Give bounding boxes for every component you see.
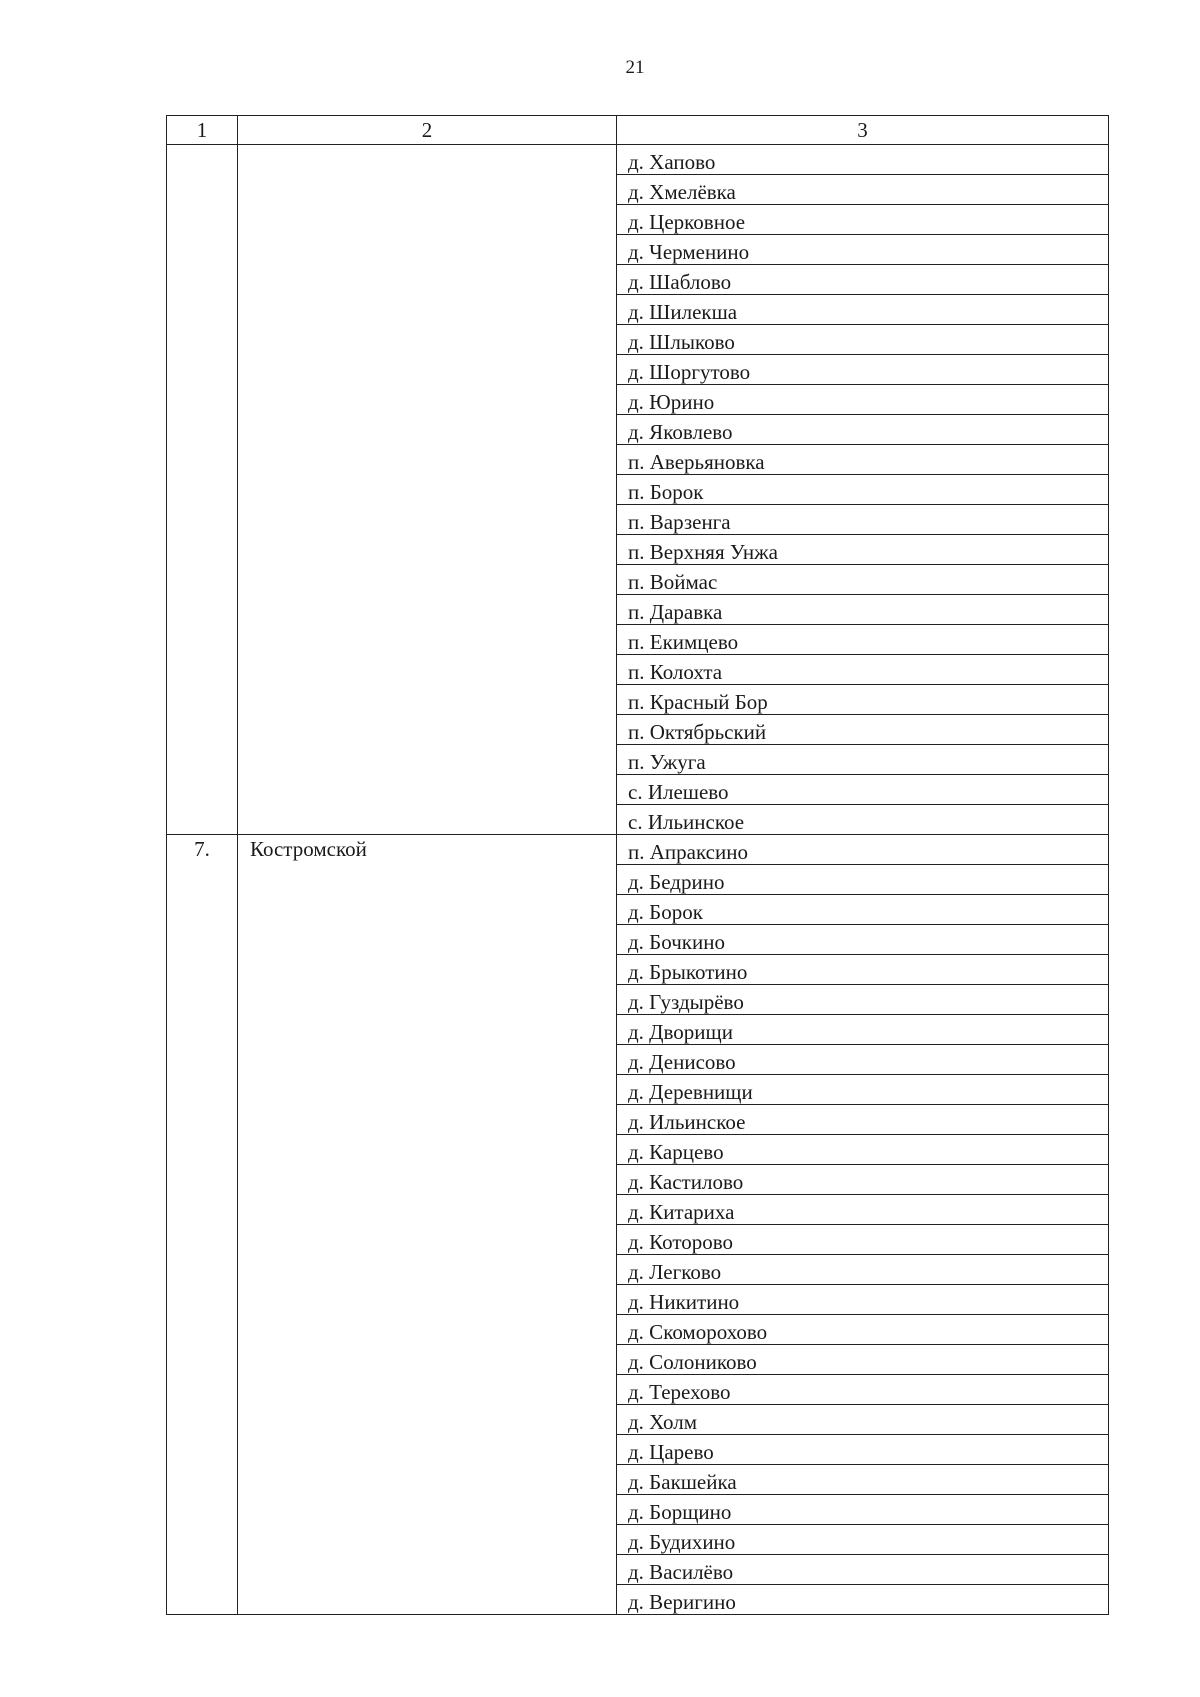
settlement-cell: п. Аверьяновка <box>617 445 1109 475</box>
settlement-cell: д. Бедрино <box>617 865 1109 895</box>
row-number-cell <box>167 145 238 835</box>
settlement-cell: д. Деревнищи <box>617 1075 1109 1105</box>
district-name-cell: Костромской <box>238 835 617 1615</box>
settlement-cell: д. Дворищи <box>617 1015 1109 1045</box>
settlement-cell: д. Шилекша <box>617 295 1109 325</box>
settlement-cell: п. Октябрьский <box>617 715 1109 745</box>
settlement-cell: д. Китариха <box>617 1195 1109 1225</box>
settlement-cell: д. Борок <box>617 895 1109 925</box>
settlement-cell: д. Церковное <box>617 205 1109 235</box>
settlement-cell: п. Апраксино <box>617 835 1109 865</box>
settlement-cell: п. Верхняя Унжа <box>617 535 1109 565</box>
settlement-cell: д. Кастилово <box>617 1165 1109 1195</box>
table-row <box>167 835 1109 865</box>
header-col-1: 1 <box>167 116 238 145</box>
settlement-cell: д. Царево <box>617 1435 1109 1465</box>
settlement-cell: д. Ильинское <box>617 1105 1109 1135</box>
page-number: 21 <box>625 57 645 78</box>
settlement-cell: д. Яковлево <box>617 415 1109 445</box>
header-row <box>167 116 1109 145</box>
settlement-cell: д. Шаблово <box>617 265 1109 295</box>
table-row <box>167 145 1109 175</box>
settlement-cell: д. Хапово <box>617 145 1109 175</box>
header-col-3: 3 <box>617 116 1109 145</box>
settlement-cell: п. Колохта <box>617 655 1109 685</box>
settlement-cell: п. Ужуга <box>617 745 1109 775</box>
settlement-cell: д. Никитино <box>617 1285 1109 1315</box>
settlement-cell: д. Бочкино <box>617 925 1109 955</box>
settlement-cell: п. Варзенга <box>617 505 1109 535</box>
settlement-cell: д. Шоргутово <box>617 355 1109 385</box>
row-number-cell: 7. <box>167 835 238 1615</box>
settlement-cell: д. Терехово <box>617 1375 1109 1405</box>
settlement-cell: д. Черменино <box>617 235 1109 265</box>
settlement-cell: д. Которово <box>617 1225 1109 1255</box>
settlement-cell: д. Солониково <box>617 1345 1109 1375</box>
table-body <box>167 145 1109 1615</box>
settlement-cell: д. Юрино <box>617 385 1109 415</box>
settlement-cell: д. Гуздырёво <box>617 985 1109 1015</box>
settlement-cell: д. Хмелёвка <box>617 175 1109 205</box>
settlement-cell: с. Ильинское <box>617 805 1109 835</box>
settlement-cell: п. Екимцево <box>617 625 1109 655</box>
settlements-table <box>166 115 1109 1615</box>
district-name-cell <box>238 145 617 835</box>
settlement-cell: д. Брыкотино <box>617 955 1109 985</box>
settlement-cell: п. Борок <box>617 475 1109 505</box>
settlement-cell: п. Даравка <box>617 595 1109 625</box>
settlement-cell: д. Карцево <box>617 1135 1109 1165</box>
settlement-cell: п. Красный Бор <box>617 685 1109 715</box>
settlement-cell: д. Веригино <box>617 1585 1109 1615</box>
settlement-cell: п. Воймас <box>617 565 1109 595</box>
settlement-cell: с. Илешево <box>617 775 1109 805</box>
settlement-cell: д. Бакшейка <box>617 1465 1109 1495</box>
settlement-cell: д. Борщино <box>617 1495 1109 1525</box>
settlement-cell: д. Легково <box>617 1255 1109 1285</box>
header-col-2: 2 <box>238 116 617 145</box>
settlement-cell: д. Скоморохово <box>617 1315 1109 1345</box>
settlement-cell: д. Будихино <box>617 1525 1109 1555</box>
settlement-cell: д. Холм <box>617 1405 1109 1435</box>
settlement-cell: д. Денисово <box>617 1045 1109 1075</box>
settlement-cell: д. Шлыково <box>617 325 1109 355</box>
settlement-cell: д. Василёво <box>617 1555 1109 1585</box>
